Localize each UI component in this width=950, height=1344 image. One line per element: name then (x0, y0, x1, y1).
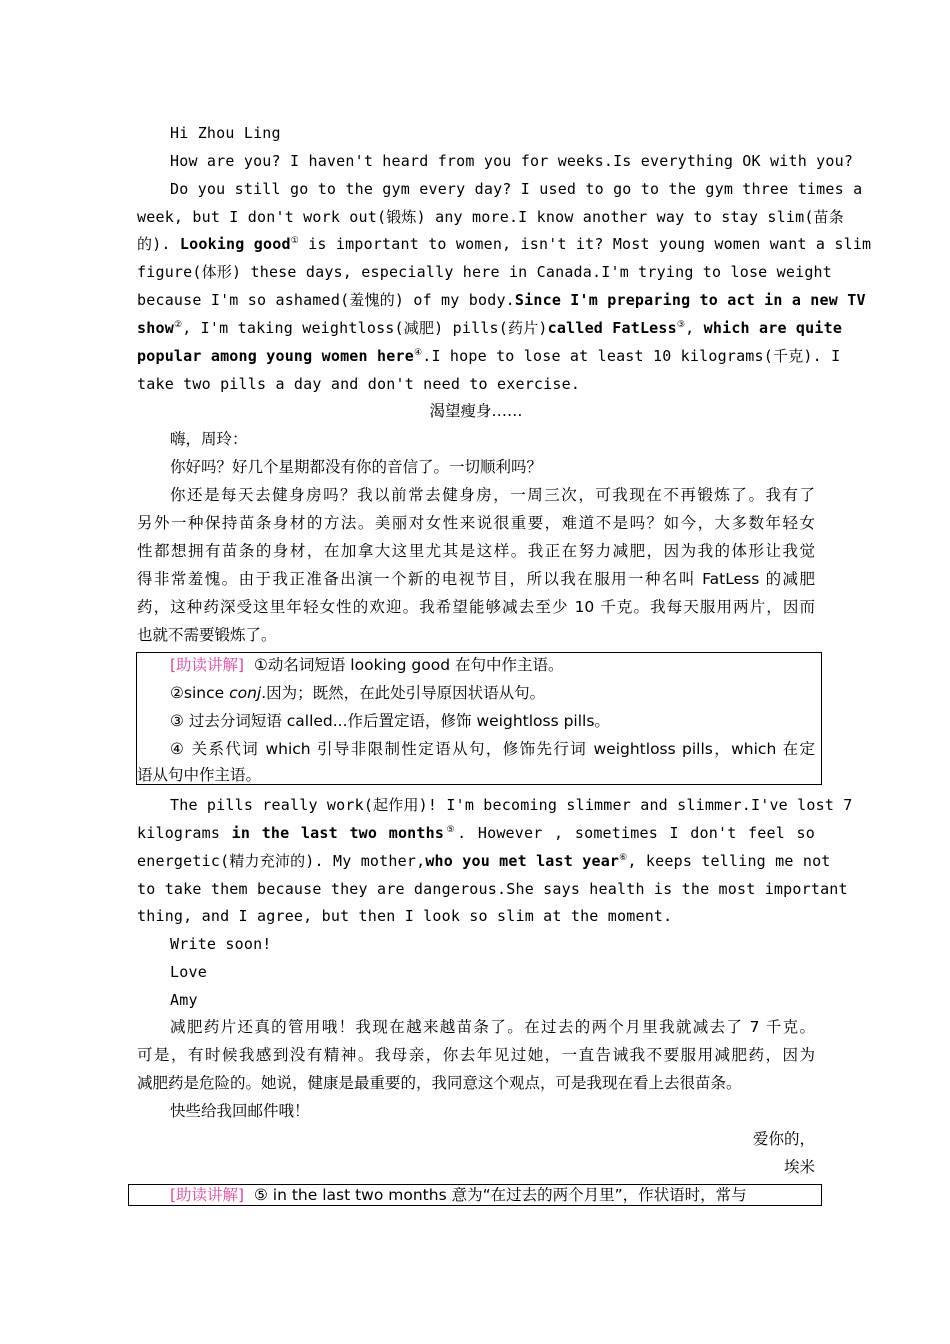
footnote-marker: ④ (413, 348, 423, 358)
text-run: , (685, 319, 695, 337)
translation-signature: 埃米 (783, 1158, 815, 1176)
letter-signature: Amy (170, 991, 198, 1009)
text-run: because I'm so ashamed(羞愧的) of my body. (137, 291, 515, 309)
translation-line: 你还是每天去健身房吗？我以前常去健身房，一周三次，可我现在不再锻炼了。我有了 (170, 486, 815, 504)
letter-paragraph-line (137, 851, 831, 871)
text-run: 的). (137, 235, 171, 253)
letter-closing: Write soon! (170, 935, 272, 953)
note-text: ②since (170, 684, 230, 702)
highlight-phrase: in the last two months (231, 824, 445, 842)
translation-line: 减肥药片还真的管用哦！我现在越来越苗条了。在过去的两个月里我就减去了 7 千克。 (170, 1018, 815, 1036)
letter-paragraph-line (137, 823, 815, 843)
translation-line: 可是，有时候我感到没有精神。我母亲，你去年见过她，一直告诫我不要服用减肥药，因为 (137, 1046, 815, 1064)
text-run: kilograms (137, 824, 232, 842)
letter-paragraph-line: Do you still go to the gym every day? I used to go to the gym three times a (170, 180, 863, 198)
translation-line: 你好吗？好几个星期都没有你的音信了。一切顺利吗？ (170, 458, 543, 476)
note-text: ①动名词短语 looking good 在句中作主语。 (253, 656, 564, 674)
translation-closing: 爱你的， (752, 1130, 815, 1148)
letter-paragraph-line (137, 290, 866, 310)
footnote-marker: ② (173, 320, 183, 330)
highlight-phrase: show (137, 319, 174, 337)
notes-label: [助读讲解] (170, 1186, 245, 1204)
footnote-marker: ⑤ (444, 825, 458, 835)
letter-paragraph-line: thing, and I agree, but then I look so slim at the moment. (137, 907, 673, 925)
letter-paragraph-line (137, 234, 872, 254)
highlight-phrase: which are quite (703, 319, 843, 337)
letter-paragraph-line (137, 346, 841, 366)
highlight-phrase: called FatLess (547, 319, 677, 337)
highlight-phrase: Looking good (179, 235, 291, 253)
letter-paragraph-line: How are you? I haven't heard from you for weeks.Is everything OK with you? (170, 152, 854, 170)
letter-closing: Love (170, 963, 207, 981)
letter-paragraph-line: week, but I don't work out(锻炼) any more.I know another way to stay slim(苗条 (137, 208, 844, 226)
translation-line: 另外一种保持苗条身材的方法。美丽对女性来说很重要，难道不是吗？如今，大多数年轻女 (137, 514, 815, 532)
text-run: .I hope to lose at least 10 kilograms(千克). I (422, 347, 841, 365)
translation-line: 快些给我回邮件哦！ (170, 1102, 310, 1120)
translation-title: 渴望瘦身…… (429, 402, 523, 420)
reading-note-line (170, 655, 564, 675)
text-run: , I'm taking weightloss(减肥) pills(药片) (182, 319, 548, 337)
text-run: energetic(精力充沛的). My mother, (137, 852, 426, 870)
text-run: is important to women, isn't it? Most young women want a slim (298, 235, 872, 253)
reading-note-line: ③ 过去分词短语 called...作后置定语，修饰 weightloss pills。 (170, 712, 610, 730)
letter-paragraph-line: figure(体形) these days, especially here in Canada.I'm trying to lose weight (137, 263, 833, 281)
translation-line: 药，这种药深受这里年轻女性的欢迎。我希望能够减去至少 10 千克。我每天服用两片，因而 (137, 598, 815, 616)
letter-paragraph-line: to take them because they are dangerous.She says health is the most important (137, 880, 848, 898)
translation-line: 性都想拥有苗条的身材，在加拿大这里尤其是这样。我正在努力减肥，因为我的体形让我觉 (137, 542, 815, 560)
note-text: .因为；既然，在此处引导原因状语从句。 (261, 684, 546, 702)
footnote-marker: ③ (676, 320, 686, 330)
highlight-phrase: popular among young women here (137, 347, 414, 365)
reading-note-line (170, 683, 545, 703)
note-text-italic: conj (229, 684, 262, 702)
letter-paragraph-line: The pills really work(起作用)! I'm becoming slimmer and slimmer.I've lost 7 (170, 796, 853, 814)
translation-line: 减肥药是危险的。她说，健康是最重要的，我同意这个观点，可是我现在看上去很苗条。 (137, 1074, 742, 1092)
letter-paragraph-line: take two pills a day and don't need to exercise. (137, 375, 581, 393)
highlight-phrase: Since I'm preparing to act in a new TV (514, 291, 866, 309)
notes-label: [助读讲解] (170, 656, 245, 674)
translation-line: 也就不需要锻炼了。 (137, 626, 277, 644)
text-run: . However , sometimes I don't feel so (457, 824, 815, 842)
highlight-phrase: who you met last year (425, 852, 620, 870)
translation-line: 得非常羞愧。由于我正准备出演一个新的电视节目，所以我在服用一种名叫 FatLess 的减肥 (137, 570, 815, 588)
text-run: , keeps telling me not (627, 852, 831, 870)
reading-note-line: 语从句中作主语。 (137, 766, 262, 784)
translation-greeting: 嗨，周玲： (170, 430, 248, 448)
letter-greeting: Hi Zhou Ling (170, 124, 281, 142)
reading-note-line: ④ 关系代词 which 引导非限制性定语从句，修饰先行词 weightloss pills，which 在定 (170, 740, 815, 758)
letter-paragraph-line (137, 318, 843, 338)
footnote-marker: ⑥ (619, 853, 628, 863)
reading-note-line (170, 1185, 747, 1205)
note-text: ⑤ in the last two months 意为“在过去的两个月里”，作状语时，常与 (253, 1186, 747, 1204)
footnote-marker: ① (290, 236, 299, 246)
